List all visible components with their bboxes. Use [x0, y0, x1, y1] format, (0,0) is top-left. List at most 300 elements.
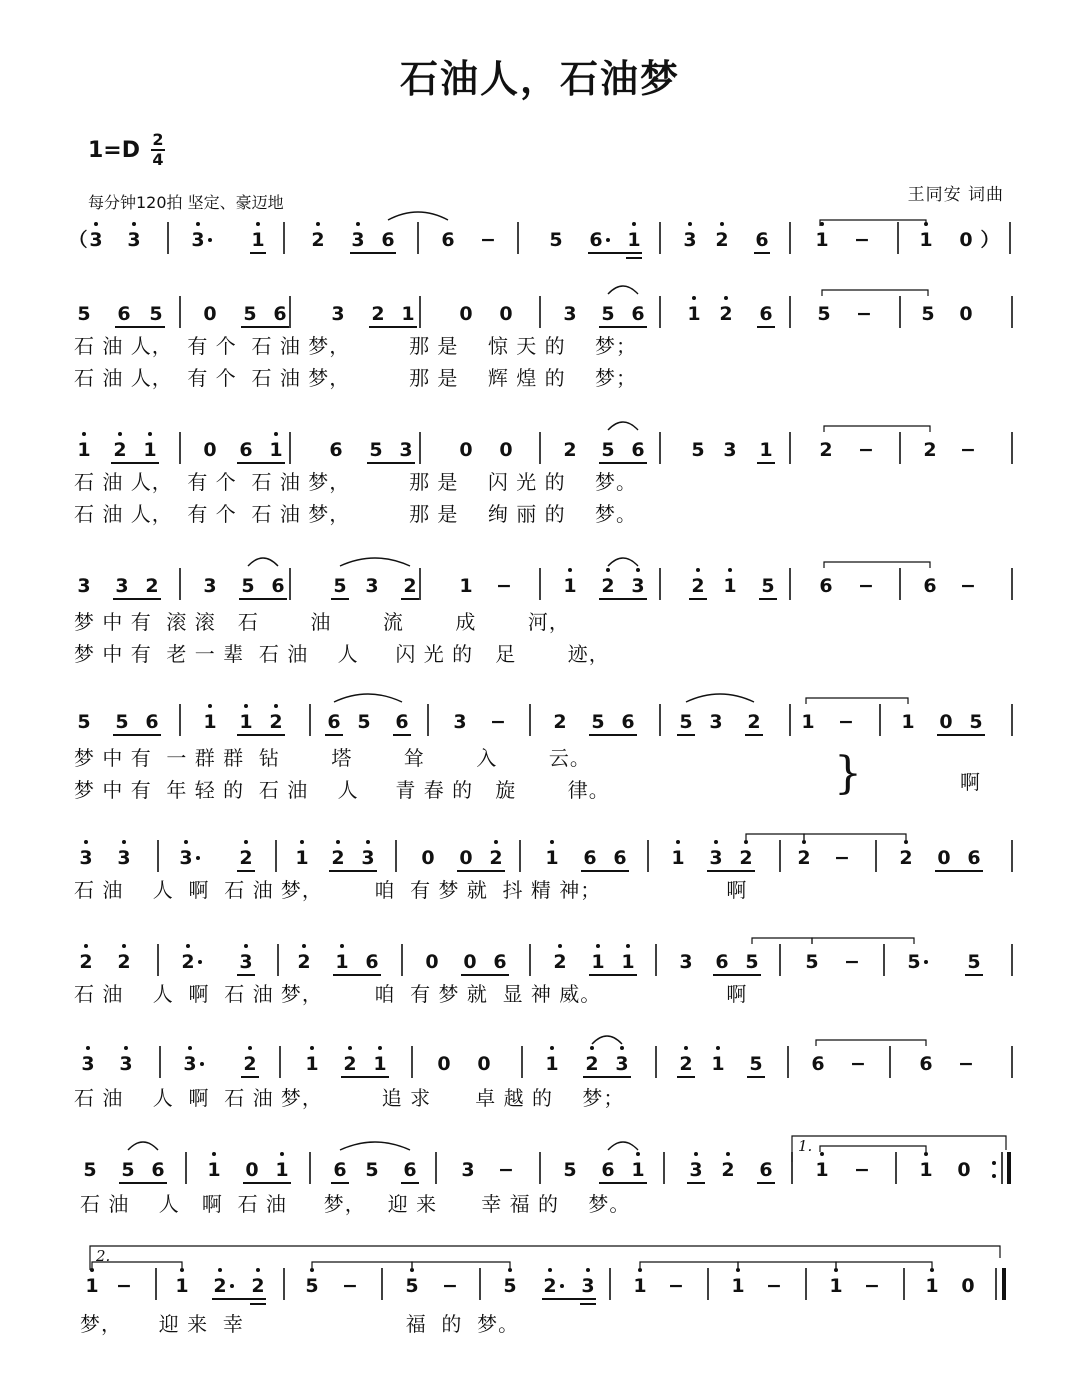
high-octave-dot — [86, 1046, 90, 1050]
high-octave-dot — [726, 1152, 730, 1156]
note-3: 3 — [81, 1053, 95, 1075]
note-6: 6 — [715, 951, 729, 973]
lyric-tail: 啊 — [960, 770, 981, 794]
lyric-line-2-verse-1: 石 油 人， 有 个 石 油 梦， 那 是 闪 光 的 梦。 — [74, 470, 638, 494]
high-octave-dot — [90, 1268, 94, 1272]
sustain-dash: − — [490, 711, 506, 733]
tie-bracket — [738, 1262, 836, 1268]
volta-2-label: 2. — [96, 1247, 111, 1265]
note-3: 3 — [183, 1053, 197, 1075]
note-2: 2 — [297, 951, 311, 973]
note-1: 1 — [731, 1275, 745, 1297]
slur — [248, 558, 278, 566]
note-3: 3 — [89, 229, 103, 251]
note-5: 5 — [365, 1159, 379, 1181]
high-octave-dot — [714, 840, 718, 844]
tie-bracket — [822, 290, 928, 296]
sustain-dash: − — [858, 439, 874, 461]
high-octave-dot — [94, 222, 98, 226]
note-6: 6 — [365, 951, 379, 973]
note-2: 2 — [213, 1275, 227, 1297]
high-octave-dot — [720, 222, 724, 226]
sustain-dash: − — [844, 951, 860, 973]
tie-bracket — [752, 938, 812, 944]
sustain-dash: − — [442, 1275, 458, 1297]
note-0: 0 — [499, 439, 513, 461]
meter-top: 2 — [152, 130, 164, 149]
note-0: 0 — [459, 847, 473, 869]
high-octave-dot — [820, 222, 824, 226]
note-0: 0 — [937, 847, 951, 869]
note-1: 1 — [631, 1159, 645, 1181]
slur — [608, 1142, 638, 1150]
note-6: 6 — [329, 439, 343, 461]
high-octave-dot — [348, 1046, 352, 1050]
note-5: 5 — [907, 951, 921, 973]
note-1: 1 — [545, 1053, 559, 1075]
tie-bracket — [640, 1262, 738, 1268]
lyric-line-4-verse-2: 梦 中 有 年 轻 的 石 油 人 青 春 的 旋 律。 — [74, 778, 610, 802]
tie-bracket — [820, 220, 926, 226]
high-octave-dot — [274, 704, 278, 708]
key-signature: 1=D — [88, 138, 141, 163]
tie-bracket — [824, 562, 930, 568]
high-octave-dot — [494, 840, 498, 844]
note-5: 5 — [369, 439, 383, 461]
sustain-dash: − — [850, 1053, 866, 1075]
high-octave-dot — [302, 944, 306, 948]
high-octave-dot — [568, 568, 572, 572]
note-2: 2 — [719, 303, 733, 325]
note-0: 0 — [957, 1159, 971, 1181]
augmentation-dot — [560, 1284, 564, 1288]
high-octave-dot — [316, 222, 320, 226]
note-2: 2 — [113, 439, 127, 461]
note-1: 1 — [305, 1053, 319, 1075]
high-octave-dot — [638, 1268, 642, 1272]
high-octave-dot — [82, 432, 86, 436]
note-2: 2 — [79, 951, 93, 973]
high-octave-dot — [590, 1046, 594, 1050]
note-3: 3 — [331, 303, 345, 325]
note-3: 3 — [203, 575, 217, 597]
high-octave-dot — [694, 1152, 698, 1156]
augmentation-dot — [606, 238, 610, 242]
augmentation-dot — [196, 856, 200, 860]
note-6: 6 — [631, 303, 645, 325]
high-octave-dot — [280, 1152, 284, 1156]
high-octave-dot — [724, 296, 728, 300]
high-octave-dot — [696, 568, 700, 572]
sustain-dash: − — [116, 1275, 132, 1297]
augmentation-dot — [208, 238, 212, 242]
note-2: 2 — [489, 847, 503, 869]
note-3: 3 — [361, 847, 375, 869]
note-6: 6 — [759, 1159, 773, 1181]
high-octave-dot — [118, 432, 122, 436]
high-octave-dot — [248, 1046, 252, 1050]
note-2: 2 — [585, 1053, 599, 1075]
high-octave-dot — [244, 944, 248, 948]
lyric-line-6-verse-1: 石 油 人 啊 石 油 梦， 咱 有 梦 就 显 神 威。 啊 — [74, 982, 748, 1006]
high-octave-dot — [744, 840, 748, 844]
note-6: 6 — [819, 575, 833, 597]
note-3: 3 — [581, 1275, 595, 1297]
note-0: 0 — [959, 303, 973, 325]
high-octave-dot — [632, 222, 636, 226]
note-3: 3 — [461, 1159, 475, 1181]
high-octave-dot — [148, 432, 152, 436]
note-5: 5 — [115, 711, 129, 733]
note-6: 6 — [811, 1053, 825, 1075]
note-1: 1 — [723, 575, 737, 597]
high-octave-dot — [410, 1268, 414, 1272]
note-0: 0 — [459, 439, 473, 461]
high-octave-dot — [550, 1046, 554, 1050]
note-5: 5 — [121, 1159, 135, 1181]
note-5: 5 — [967, 951, 981, 973]
note-1: 1 — [459, 575, 473, 597]
tie-bracket — [746, 834, 804, 840]
note-3: 3 — [239, 951, 253, 973]
note-6: 6 — [923, 575, 937, 597]
high-octave-dot — [834, 1268, 838, 1272]
note-6: 6 — [583, 847, 597, 869]
note-0: 0 — [459, 303, 473, 325]
note-0: 0 — [421, 847, 435, 869]
note-2: 2 — [553, 951, 567, 973]
note-6: 6 — [333, 1159, 347, 1181]
note-1: 1 — [815, 1159, 829, 1181]
high-octave-dot — [132, 222, 136, 226]
lyric-line-3-verse-2: 梦 中 有 老 一 辈 石 油 人 闪 光 的 足 迹， — [74, 642, 610, 666]
high-octave-dot — [802, 840, 806, 844]
high-octave-dot — [636, 568, 640, 572]
note-3: 3 — [365, 575, 379, 597]
note-0: 0 — [425, 951, 439, 973]
note-1: 1 — [275, 1159, 289, 1181]
intro-paren-close: ） — [980, 229, 1000, 251]
note-1: 1 — [687, 303, 701, 325]
note-2: 2 — [269, 711, 283, 733]
note-2: 2 — [251, 1275, 265, 1297]
rest: 0 — [959, 229, 973, 251]
sustain-dash: − — [960, 439, 976, 461]
note-2: 2 — [371, 303, 385, 325]
note-5: 5 — [405, 1275, 419, 1297]
note-3: 3 — [689, 1159, 703, 1181]
note-6: 6 — [631, 439, 645, 461]
note-3: 3 — [709, 847, 723, 869]
composer-credit: 王同安 词曲 — [907, 185, 1004, 205]
high-octave-dot — [244, 840, 248, 844]
lyric-line-9-verse-1: 梦， 迎 来 幸 福 的 梦。 — [80, 1312, 520, 1336]
high-octave-dot — [692, 296, 696, 300]
note-6: 6 — [117, 303, 131, 325]
high-octave-dot — [548, 1268, 552, 1272]
note-2: 2 — [553, 711, 567, 733]
note-0: 0 — [245, 1159, 259, 1181]
sustain-dash: − — [864, 1275, 880, 1297]
high-octave-dot — [340, 944, 344, 948]
note-5: 5 — [77, 303, 91, 325]
high-octave-dot — [356, 222, 360, 226]
sustain-dash: − — [498, 1159, 514, 1181]
note-2: 2 — [739, 847, 753, 869]
note-5: 5 — [549, 229, 563, 251]
note-2: 2 — [181, 951, 195, 973]
note-6: 6 — [239, 439, 253, 461]
note-2: 2 — [691, 575, 705, 597]
note-5: 5 — [745, 951, 759, 973]
note-2: 2 — [679, 1053, 693, 1075]
note-1: 1 — [269, 439, 283, 461]
note-3: 3 — [615, 1053, 629, 1075]
augmentation-dot — [924, 960, 928, 964]
note-3: 3 — [723, 439, 737, 461]
note-2: 2 — [747, 711, 761, 733]
note-5: 5 — [77, 711, 91, 733]
note-2: 2 — [543, 1275, 557, 1297]
high-octave-dot — [256, 1268, 260, 1272]
lyric-line-5-verse-1: 石 油 人 啊 石 油 梦， 咱 有 梦 就 抖 精 神； 啊 — [74, 878, 748, 902]
note-1: 1 — [829, 1275, 843, 1297]
note-3: 3 — [127, 229, 141, 251]
note-6: 6 — [271, 575, 285, 597]
note-2: 2 — [145, 575, 159, 597]
high-octave-dot — [84, 840, 88, 844]
note-6: 6 — [441, 229, 455, 251]
high-octave-dot — [550, 840, 554, 844]
high-octave-dot — [378, 1046, 382, 1050]
note-2: 2 — [797, 847, 811, 869]
slur — [340, 558, 410, 566]
high-octave-dot — [310, 1046, 314, 1050]
note-1: 1 — [591, 951, 605, 973]
high-octave-dot — [244, 704, 248, 708]
note-3: 3 — [179, 847, 193, 869]
note-5: 5 — [243, 303, 257, 325]
high-octave-dot — [586, 1268, 590, 1272]
note-2: 2 — [721, 1159, 735, 1181]
slur — [388, 212, 448, 220]
high-octave-dot — [558, 944, 562, 948]
note-1: 1 — [207, 1159, 221, 1181]
note-1: 1 — [545, 847, 559, 869]
high-octave-dot — [122, 840, 126, 844]
note-6: 6 — [151, 1159, 165, 1181]
volta-2-bracket — [90, 1246, 1000, 1270]
slur — [686, 694, 754, 702]
repeat-dot — [992, 1174, 996, 1178]
note-5: 5 — [333, 575, 347, 597]
note-1: 1 — [621, 951, 635, 973]
lyric-line-1-verse-1: 石 油 人， 有 个 石 油 梦， 那 是 惊 天 的 梦； — [74, 334, 638, 358]
rest: 0 — [961, 1275, 975, 1297]
note-2: 2 — [343, 1053, 357, 1075]
note-3: 3 — [191, 229, 205, 251]
sustain-dash: − — [960, 575, 976, 597]
note-0: 0 — [437, 1053, 451, 1075]
song-title: 石油人，石油梦 — [399, 56, 680, 101]
slur — [608, 286, 638, 294]
high-octave-dot — [184, 840, 188, 844]
high-octave-dot — [508, 1268, 512, 1272]
sustain-dash: − — [766, 1275, 782, 1297]
augmentation-dot — [198, 960, 202, 964]
note-5: 5 — [149, 303, 163, 325]
note-5: 5 — [357, 711, 371, 733]
slur — [592, 1036, 622, 1044]
note-6: 6 — [327, 711, 341, 733]
tie-bracket — [816, 1040, 926, 1046]
high-octave-dot — [688, 222, 692, 226]
augmentation-dot — [200, 1062, 204, 1066]
note-5: 5 — [601, 303, 615, 325]
lyric-line-1-verse-2: 石 油 人， 有 个 石 油 梦， 那 是 辉 煌 的 梦； — [74, 366, 638, 390]
note-2: 2 — [923, 439, 937, 461]
note-1: 1 — [759, 439, 773, 461]
note-1: 1 — [335, 951, 349, 973]
note-2: 2 — [601, 575, 615, 597]
note-6: 6 — [613, 847, 627, 869]
sustain-dash: − — [834, 847, 850, 869]
high-octave-dot — [626, 944, 630, 948]
note-5: 5 — [563, 1159, 577, 1181]
sustain-dash: − — [342, 1275, 358, 1297]
tie-bracket — [312, 1262, 412, 1268]
note-2: 2 — [819, 439, 833, 461]
note-3: 3 — [683, 229, 697, 251]
note-0: 0 — [477, 1053, 491, 1075]
tie-bracket — [836, 1262, 932, 1268]
note-6: 6 — [395, 711, 409, 733]
note-2: 2 — [563, 439, 577, 461]
tie-bracket — [824, 426, 930, 432]
note-6: 6 — [919, 1053, 933, 1075]
tie-bracket — [804, 834, 906, 840]
note-6: 6 — [589, 229, 603, 251]
note-6: 6 — [273, 303, 287, 325]
note-3: 3 — [709, 711, 723, 733]
note-0: 0 — [203, 439, 217, 461]
note-5: 5 — [679, 711, 693, 733]
volta-1-label: 1. — [798, 1137, 813, 1155]
note-1: 1 — [295, 847, 309, 869]
sustain-dash: − — [856, 303, 872, 325]
high-octave-dot — [924, 1152, 928, 1156]
high-octave-dot — [274, 432, 278, 436]
sustain-dash: − — [496, 575, 512, 597]
repeat-dot — [992, 1161, 996, 1165]
lyric-line-8-verse-1: 石 油 人 啊 石 油 梦， 迎 来 幸 福 的 梦。 — [80, 1192, 631, 1216]
intro-paren-open: （ — [68, 229, 88, 251]
note-0: 0 — [463, 951, 477, 973]
note-6: 6 — [145, 711, 159, 733]
note-0: 0 — [203, 303, 217, 325]
high-octave-dot — [924, 222, 928, 226]
meter-bottom: 4 — [152, 150, 164, 169]
note-3: 3 — [119, 1053, 133, 1075]
note-1: 1 — [919, 229, 933, 251]
high-octave-dot — [188, 1046, 192, 1050]
note-1: 1 — [175, 1275, 189, 1297]
note-5: 5 — [601, 439, 615, 461]
note-5: 5 — [503, 1275, 517, 1297]
tempo-marking: 每分钟120拍 坚定、豪迈地 — [88, 193, 284, 212]
sustain-dash: − — [958, 1053, 974, 1075]
note-2: 2 — [715, 229, 729, 251]
tie-bracket — [412, 1262, 510, 1268]
lyric-line-4-verse-1: 梦 中 有 一 群 群 钻 塔 耸 入 云。 — [74, 746, 591, 770]
note-3: 3 — [453, 711, 467, 733]
high-octave-dot — [636, 1152, 640, 1156]
high-octave-dot — [620, 1046, 624, 1050]
note-1: 1 — [143, 439, 157, 461]
note-6: 6 — [621, 711, 635, 733]
high-octave-dot — [212, 1152, 216, 1156]
high-octave-dot — [596, 944, 600, 948]
note-6: 6 — [759, 303, 773, 325]
note-2: 2 — [311, 229, 325, 251]
sustain-dash: − — [858, 575, 874, 597]
high-octave-dot — [300, 840, 304, 844]
high-octave-dot — [736, 1268, 740, 1272]
high-octave-dot — [716, 1046, 720, 1050]
note-5: 5 — [749, 1053, 763, 1075]
note-1: 1 — [627, 229, 641, 251]
note-1: 1 — [77, 439, 91, 461]
high-octave-dot — [218, 1268, 222, 1272]
tie-bracket — [812, 938, 914, 944]
high-octave-dot — [208, 704, 212, 708]
high-octave-dot — [124, 1046, 128, 1050]
high-octave-dot — [728, 568, 732, 572]
note-1: 1 — [85, 1275, 99, 1297]
note-1: 1 — [203, 711, 217, 733]
note-1: 1 — [401, 303, 415, 325]
note-0: 0 — [499, 303, 513, 325]
high-octave-dot — [606, 568, 610, 572]
augmentation-dot — [230, 1284, 234, 1288]
high-octave-dot — [366, 840, 370, 844]
slur — [340, 1142, 410, 1150]
note-3: 3 — [77, 575, 91, 597]
note-1: 1 — [251, 229, 265, 251]
high-octave-dot — [684, 1046, 688, 1050]
note-1: 1 — [901, 711, 915, 733]
high-octave-dot — [180, 1268, 184, 1272]
note-5: 5 — [921, 303, 935, 325]
note-3: 3 — [117, 847, 131, 869]
note-5: 5 — [591, 711, 605, 733]
sustain-dash: − — [668, 1275, 684, 1297]
sustain-dash: − — [854, 229, 870, 251]
slur — [128, 1142, 158, 1150]
lyric-line-3-verse-1: 梦 中 有 滚 滚 石 油 流 成 河， — [74, 610, 570, 634]
note-2: 2 — [403, 575, 417, 597]
high-octave-dot — [122, 944, 126, 948]
note-0: 0 — [939, 711, 953, 733]
note-5: 5 — [805, 951, 819, 973]
note-2: 2 — [243, 1053, 257, 1075]
lyric-line-7-verse-1: 石 油 人 啊 石 油 梦， 追 求 卓 越 的 梦； — [74, 1086, 625, 1110]
tie-bracket — [806, 698, 908, 704]
note-1: 1 — [801, 711, 815, 733]
slur — [608, 422, 638, 430]
high-octave-dot — [256, 222, 260, 226]
note-3: 3 — [631, 575, 645, 597]
